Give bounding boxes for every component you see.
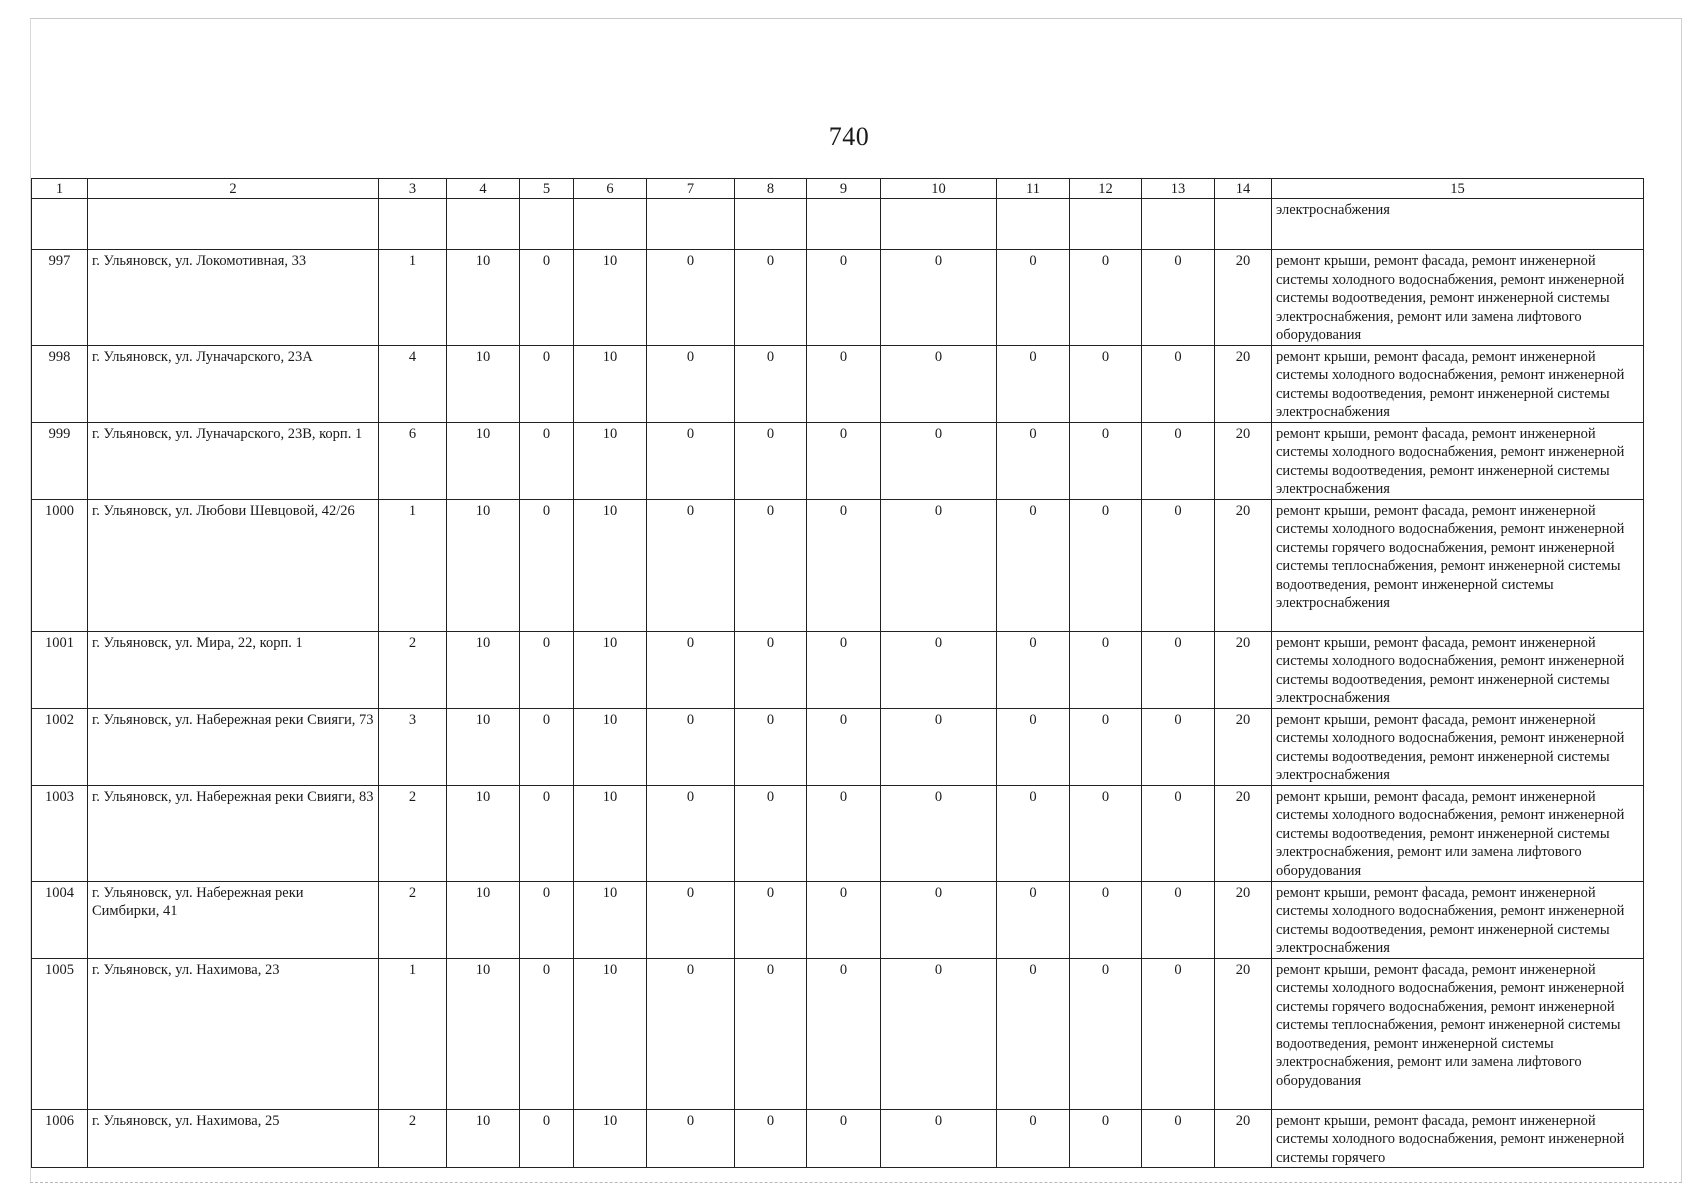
value-cell: 10 [447,422,520,499]
table-row [32,708,1644,785]
value-cell: 0 [735,345,807,422]
value-cell: 10 [574,708,647,785]
value-cell: 0 [881,250,997,346]
column-header: 10 [881,179,997,199]
value-cell: 0 [647,499,735,631]
column-number-row [32,179,1644,199]
value-cell: 10 [574,1109,647,1168]
address-cell: г. Ульяновск, ул. Нахимова, 23 [88,958,379,1109]
value-cell: 10 [447,958,520,1109]
value-cell: 0 [881,499,997,631]
value-cell: 20 [1215,1109,1272,1168]
table-row [32,422,1644,499]
value-cell: 0 [1142,708,1215,785]
value-cell: 0 [1142,631,1215,708]
address-cell: г. Ульяновск, ул. Набережная реки Свияги, 83 [88,785,379,881]
value-cell: 0 [1142,785,1215,881]
empty-cell [1070,199,1142,250]
value-cell: 10 [447,250,520,346]
value-cell: 0 [881,631,997,708]
value-cell: 0 [881,345,997,422]
works-cell: ремонт крыши, ремонт фасада, ремонт инженерной системы холодного водоснабжения, ремонт инженерной системы водоотведения, ремонт инженерной системы электроснабжения [1272,881,1644,958]
empty-cell [735,199,807,250]
value-cell: 0 [1070,881,1142,958]
value-cell: 4 [379,345,447,422]
value-cell: 0 [997,785,1070,881]
value-cell: 0 [997,631,1070,708]
value-cell: 1 [379,499,447,631]
works-cell: электроснабжения [1272,199,1644,250]
value-cell: 20 [1215,345,1272,422]
continuation-row [32,199,1644,250]
column-header: 6 [574,179,647,199]
value-cell: 0 [881,958,997,1109]
value-cell: 20 [1215,499,1272,631]
value-cell: 0 [1070,345,1142,422]
value-cell: 0 [881,785,997,881]
value-cell: 0 [735,785,807,881]
value-cell: 0 [807,708,881,785]
row-number: 1005 [32,958,88,1109]
address-cell: г. Ульяновск, ул. Луначарского, 23В, корп. 1 [88,422,379,499]
value-cell: 0 [735,250,807,346]
value-cell: 0 [997,499,1070,631]
row-number: 1003 [32,785,88,881]
empty-cell [379,199,447,250]
page-number: 740 [828,122,870,151]
empty-cell [88,199,379,250]
row-number: 1002 [32,708,88,785]
value-cell: 10 [574,958,647,1109]
value-cell: 2 [379,631,447,708]
value-cell: 10 [447,881,520,958]
works-cell: ремонт крыши, ремонт фасада, ремонт инженерной системы холодного водоснабжения, ремонт инженерной системы горячего водоснабжения, ремонт инженерной системы теплоснабжения, ремонт инженерной системы водоотведения, ремонт инженерной системы электроснабжения, ремонт или замена лифтового оборудования [1272,958,1644,1109]
value-cell: 0 [520,708,574,785]
works-cell: ремонт крыши, ремонт фасада, ремонт инженерной системы холодного водоснабжения, ремонт инженерной системы водоотведения, ремонт инженерной системы электроснабжения [1272,422,1644,499]
empty-cell [647,199,735,250]
value-cell: 0 [1070,785,1142,881]
value-cell: 0 [520,250,574,346]
column-header: 4 [447,179,520,199]
value-cell: 0 [997,250,1070,346]
value-cell: 10 [447,345,520,422]
value-cell: 0 [520,422,574,499]
empty-cell [574,199,647,250]
value-cell: 0 [1070,958,1142,1109]
value-cell: 0 [520,785,574,881]
row-number: 999 [32,422,88,499]
address-cell: г. Ульяновск, ул. Любови Шевцовой, 42/26 [88,499,379,631]
value-cell: 0 [735,631,807,708]
column-header: 9 [807,179,881,199]
table-row [32,345,1644,422]
column-header: 5 [520,179,574,199]
works-cell: ремонт крыши, ремонт фасада, ремонт инженерной системы холодного водоснабжения, ремонт инженерной системы горячего [1272,1109,1644,1168]
value-cell: 0 [647,422,735,499]
value-cell: 0 [807,1109,881,1168]
works-cell: ремонт крыши, ремонт фасада, ремонт инженерной системы холодного водоснабжения, ремонт инженерной системы водоотведения, ремонт инженерной системы электроснабжения [1272,345,1644,422]
address-cell: г. Ульяновск, ул. Локомотивная, 33 [88,250,379,346]
value-cell: 0 [1070,499,1142,631]
table-row [32,881,1644,958]
value-cell: 0 [807,631,881,708]
value-cell: 0 [1070,422,1142,499]
value-cell: 0 [807,958,881,1109]
works-cell: ремонт крыши, ремонт фасада, ремонт инженерной системы холодного водоснабжения, ремонт инженерной системы горячего водоснабжения, ремонт инженерной системы теплоснабжения, ремонт инженерной системы водоотведения, ремонт инженерной системы электроснабжения [1272,499,1644,631]
value-cell: 0 [520,881,574,958]
value-cell: 0 [735,708,807,785]
value-cell: 0 [1142,958,1215,1109]
value-cell: 0 [647,1109,735,1168]
value-cell: 20 [1215,250,1272,346]
address-cell: г. Ульяновск, ул. Мира, 22, корп. 1 [88,631,379,708]
empty-cell [520,199,574,250]
value-cell: 20 [1215,785,1272,881]
value-cell: 0 [807,345,881,422]
bottom-rule [30,1182,1682,1183]
value-cell: 0 [1070,631,1142,708]
value-cell: 20 [1215,708,1272,785]
empty-cell [1215,199,1272,250]
column-header: 14 [1215,179,1272,199]
value-cell: 0 [807,422,881,499]
column-header: 2 [88,179,379,199]
value-cell: 0 [1070,250,1142,346]
table-row [32,958,1644,1109]
value-cell: 20 [1215,631,1272,708]
works-cell: ремонт крыши, ремонт фасада, ремонт инженерной системы холодного водоснабжения, ремонт инженерной системы водоотведения, ремонт инженерной системы электроснабжения, ремонт или замена лифтового оборудования [1272,250,1644,346]
value-cell: 0 [1142,422,1215,499]
value-cell: 0 [997,958,1070,1109]
value-cell: 0 [735,958,807,1109]
value-cell: 0 [1142,881,1215,958]
address-cell: г. Ульяновск, ул. Нахимова, 25 [88,1109,379,1168]
value-cell: 10 [447,1109,520,1168]
value-cell: 2 [379,1109,447,1168]
empty-cell [807,199,881,250]
value-cell: 10 [574,881,647,958]
value-cell: 0 [1142,345,1215,422]
value-cell: 10 [447,631,520,708]
value-cell: 0 [647,631,735,708]
works-cell: ремонт крыши, ремонт фасада, ремонт инженерной системы холодного водоснабжения, ремонт инженерной системы водоотведения, ремонт инженерной системы электроснабжения, ремонт или замена лифтового оборудования [1272,785,1644,881]
value-cell: 20 [1215,881,1272,958]
table-row [32,631,1644,708]
value-cell: 0 [735,881,807,958]
empty-cell [997,199,1070,250]
column-header: 15 [1272,179,1644,199]
value-cell: 10 [447,499,520,631]
value-cell: 10 [574,785,647,881]
row-number: 1004 [32,881,88,958]
empty-cell [447,199,520,250]
value-cell: 10 [447,708,520,785]
value-cell: 10 [574,631,647,708]
column-header: 7 [647,179,735,199]
row-number: 997 [32,250,88,346]
value-cell: 0 [807,785,881,881]
value-cell: 10 [574,422,647,499]
value-cell: 10 [574,250,647,346]
value-cell: 0 [1142,250,1215,346]
value-cell: 20 [1215,958,1272,1109]
value-cell: 3 [379,708,447,785]
table-row [32,499,1644,631]
empty-cell [1142,199,1215,250]
column-header: 1 [32,179,88,199]
column-header: 3 [379,179,447,199]
value-cell: 0 [881,1109,997,1168]
row-number: 1006 [32,1109,88,1168]
value-cell: 0 [735,422,807,499]
value-cell: 0 [997,1109,1070,1168]
value-cell: 6 [379,422,447,499]
value-cell: 0 [881,881,997,958]
address-cell: г. Ульяновск, ул. Набережная реки Симбирки, 41 [88,881,379,958]
column-header: 12 [1070,179,1142,199]
column-header: 13 [1142,179,1215,199]
value-cell: 0 [735,1109,807,1168]
value-cell: 0 [997,345,1070,422]
value-cell: 10 [447,785,520,881]
table-row [32,1109,1644,1168]
address-cell: г. Ульяновск, ул. Набережная реки Свияги, 73 [88,708,379,785]
value-cell: 0 [647,785,735,881]
value-cell: 0 [647,250,735,346]
value-cell: 0 [807,499,881,631]
value-cell: 10 [574,499,647,631]
value-cell: 0 [520,1109,574,1168]
value-cell: 0 [1142,499,1215,631]
value-cell: 0 [647,958,735,1109]
value-cell: 0 [1142,1109,1215,1168]
value-cell: 2 [379,881,447,958]
value-cell: 0 [520,631,574,708]
value-cell: 0 [881,422,997,499]
value-cell: 0 [997,881,1070,958]
value-cell: 0 [520,958,574,1109]
value-cell: 0 [997,422,1070,499]
value-cell: 0 [647,345,735,422]
value-cell: 0 [807,881,881,958]
column-header: 11 [997,179,1070,199]
value-cell: 0 [1070,1109,1142,1168]
value-cell: 0 [881,708,997,785]
table-row [32,785,1644,881]
value-cell: 0 [520,345,574,422]
column-header: 8 [735,179,807,199]
value-cell: 2 [379,785,447,881]
row-number: 1000 [32,499,88,631]
value-cell: 0 [1070,708,1142,785]
value-cell: 0 [735,499,807,631]
empty-cell [881,199,997,250]
value-cell: 1 [379,958,447,1109]
value-cell: 0 [997,708,1070,785]
value-cell: 0 [647,881,735,958]
register-table [31,178,1644,1168]
table-row [32,250,1644,346]
works-cell: ремонт крыши, ремонт фасада, ремонт инженерной системы холодного водоснабжения, ремонт инженерной системы водоотведения, ремонт инженерной системы электроснабжения [1272,708,1644,785]
value-cell: 10 [574,345,647,422]
value-cell: 0 [520,499,574,631]
value-cell: 1 [379,250,447,346]
empty-cell [32,199,88,250]
row-number: 1001 [32,631,88,708]
value-cell: 0 [647,708,735,785]
address-cell: г. Ульяновск, ул. Луначарского, 23А [88,345,379,422]
value-cell: 20 [1215,422,1272,499]
works-cell: ремонт крыши, ремонт фасада, ремонт инженерной системы холодного водоснабжения, ремонт инженерной системы водоотведения, ремонт инженерной системы электроснабжения [1272,631,1644,708]
value-cell: 0 [807,250,881,346]
row-number: 998 [32,345,88,422]
